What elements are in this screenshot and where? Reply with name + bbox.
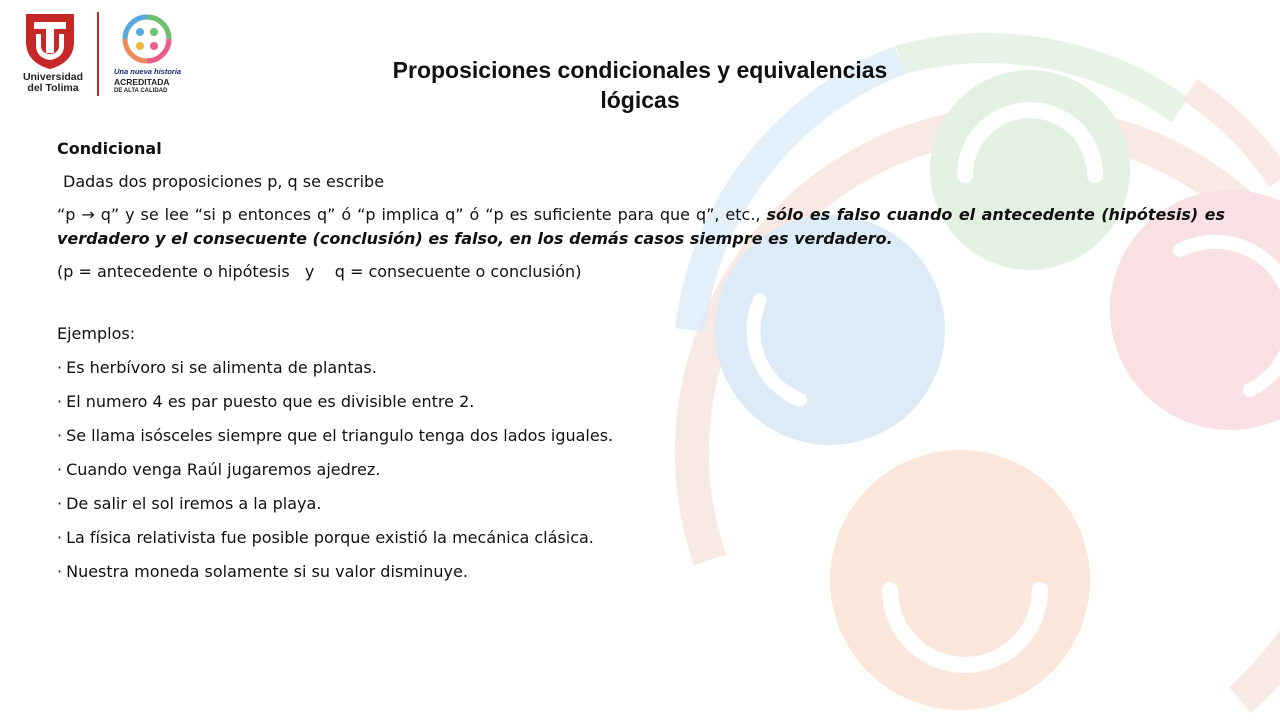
bullet-icon: · <box>57 528 63 547</box>
conditional-definition <box>57 203 1225 251</box>
list-item <box>57 390 1225 414</box>
section-heading: Condicional <box>57 139 162 158</box>
logo-divider <box>97 12 99 96</box>
accreditation-text <box>114 67 194 95</box>
definition-plain-text: “p → q” y se lee “si p entonces q” ó “p implica q” ó “p es suficiente para que q”, etc., <box>57 205 767 224</box>
bullet-icon: · <box>57 392 63 411</box>
list-item <box>57 356 1225 380</box>
definition-emphasis-text: sólo es falso cuando el antecedente (hipótesis) es verdadero y el consecuente (conclusión) es falso, en los demás casos siempre es verdadero. <box>57 205 1226 248</box>
campaign-accredited: ACREDITADA <box>114 77 170 87</box>
list-item <box>57 458 1225 482</box>
given-statement: Dadas dos proposiciones p, q se escribe <box>63 172 385 191</box>
examples-list <box>57 356 1225 584</box>
bullet-icon: · <box>57 358 63 377</box>
example-text: Nuestra moneda solamente si su valor disminuye. <box>66 562 468 581</box>
university-name-line1: Universidad <box>22 71 84 83</box>
list-item <box>57 424 1225 448</box>
campaign-quality: DE ALTA CALIDAD <box>114 88 168 94</box>
slide-title-line1: Proposiciones condicionales y equivalencias <box>392 57 888 83</box>
slide-body <box>57 137 1225 594</box>
bullet-icon: · <box>57 460 63 479</box>
example-text: El numero 4 es par puesto que es divisible entre 2. <box>66 392 475 411</box>
bullet-icon: · <box>57 562 63 581</box>
list-item <box>57 526 1225 550</box>
example-text: Se llama isósceles siempre que el triangulo tenga dos lados iguales. <box>66 426 614 445</box>
slide-title-line2: lógicas <box>600 87 680 113</box>
university-name-line2: del Tolima <box>27 82 79 94</box>
accreditation-ring-icon <box>120 12 174 66</box>
examples-heading: Ejemplos: <box>57 324 136 343</box>
bullet-icon: · <box>57 494 63 513</box>
slide-title <box>300 55 980 115</box>
example-text: Cuando venga Raúl jugaremos ajedrez. <box>66 460 381 479</box>
campaign-slogan: Una nueva historia <box>114 67 182 76</box>
university-name <box>14 72 92 94</box>
example-text: Es herbívoro si se alimenta de plantas. <box>66 358 377 377</box>
bullet-icon: · <box>57 426 63 445</box>
university-logo-block <box>14 10 194 96</box>
list-item <box>57 560 1225 584</box>
list-item <box>57 492 1225 516</box>
variable-legend: (p = antecedente o hipótesis y q = consecuente o conclusión) <box>57 262 582 281</box>
university-shield-icon <box>24 12 76 70</box>
example-text: La física relativista fue posible porque existió la mecánica clásica. <box>66 528 594 547</box>
example-text: De salir el sol iremos a la playa. <box>66 494 322 513</box>
